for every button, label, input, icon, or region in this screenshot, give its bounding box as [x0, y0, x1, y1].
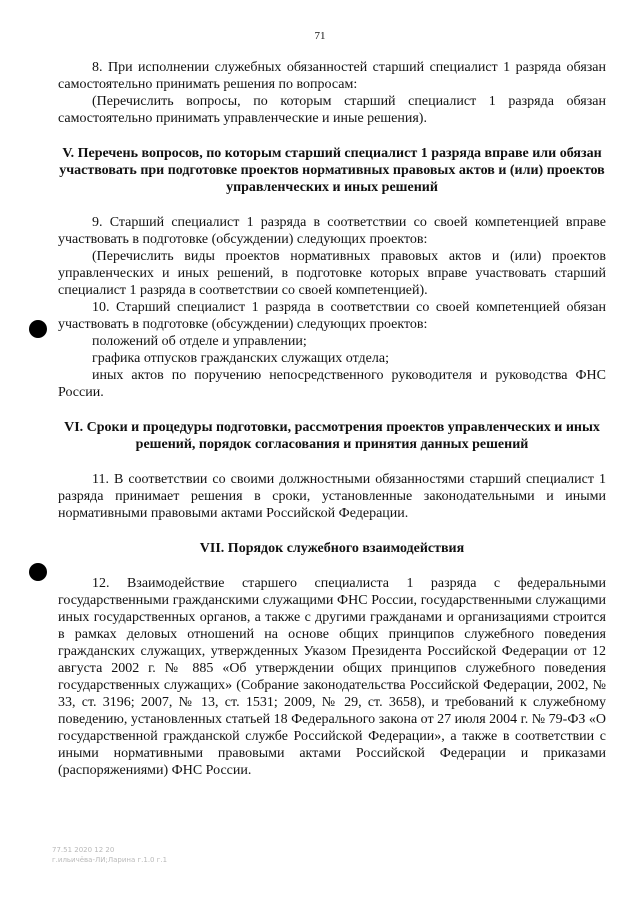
- paragraph-10-item-3: иных актов по поручению непосредственного руководителя и руководства ФНС России.: [58, 368, 606, 400]
- punch-hole: [29, 320, 47, 338]
- paragraph-9-note: (Перечислить виды проектов нормативных правовых актов и (или) проектов управленческих и иных решений, в подготовке которых вправе участвовать старший специалист 1 разряда в соответствии со своей компетенцией).: [58, 249, 606, 298]
- paragraph-8: 8. При исполнении служебных обязанностей старший специалист 1 разряда обязан самостоятельно принимать решения по вопросам:: [58, 60, 606, 92]
- paragraph-9: 9. Старший специалист 1 разряда в соответствии со своей компетенцией вправе участвовать в подготовке (обсуждении) следующих проектов:: [58, 215, 606, 247]
- paragraph-11: 11. В соответствии со своими должностными обязанностями старший специалист 1 разряда принимает решения в сроки, установленные законодательными и иными нормативными правовыми актами Российской Федерации.: [58, 472, 606, 521]
- paragraph-10: 10. Старший специалист 1 разряда в соответствии со своей компетенцией обязан участвовать в подготовке (обсуждении) следующих проектов:: [58, 300, 606, 332]
- paragraph-10-item-1: положений об отделе и управлении;: [92, 334, 307, 349]
- punch-hole: [29, 563, 47, 581]
- document-stamp: [52, 845, 167, 865]
- paragraph-8-note: (Перечислить вопросы, по которым старший специалист 1 разряда обязан самостоятельно принимать управленческие и иные решения).: [58, 94, 606, 126]
- heading-section-v: V. Перечень вопросов, по которым старший специалист 1 разряда вправе или обязан участвовать при подготовке проектов нормативных правовых актов и (или) проектов управленческих и иных решений: [59, 146, 605, 195]
- paragraph-10-item-2: графика отпусков гражданских служащих отдела;: [92, 351, 389, 366]
- heading-section-vii: VII. Порядок служебного взаимодействия: [199, 541, 465, 556]
- document-body: [58, 59, 606, 779]
- page-number: 71: [314, 30, 326, 42]
- stamp-line-2: г.ильичёва-ЛИ;Ларина г.1.0 г.1: [52, 856, 168, 864]
- paragraph-12: 12. Взаимодействие старшего специалиста 1 разряда с федеральными государственными гражданскими служащими ФНС России, государственными служащими иных государственных органов, а также с другими гражданами и организациями строится в рамках деловых отношений на основе общих принципов служебного поведения гражданских служащих, утвержденных Указом Президента Российской Федерации от 12 августа 2002 г. № 885 «Об утверждении общих принципов служебного поведения государственных служащих» (Собрание законодательства Российской Федерации, 2002, № 33, ст. 3196; 2007, № 13, ст. 1531; 2009, № 29, ст. 3658), и требований к служебному поведению, установленных статьей 18 Федерального закона от 27 июля 2004 г. № 79-ФЗ «О государственной гражданской службе Российской Федерации», а также в соответствии с иными нормативными правовыми актами Российской Федерации и приказами (распоряжениями) ФНС России.: [58, 576, 607, 778]
- stamp-line-1: 77.51 2020 12 20: [52, 846, 115, 854]
- heading-section-vi: VI. Сроки и процедуры подготовки, рассмотрения проектов управленческих и иных решений, порядок согласования и принятия данных решений: [64, 420, 600, 452]
